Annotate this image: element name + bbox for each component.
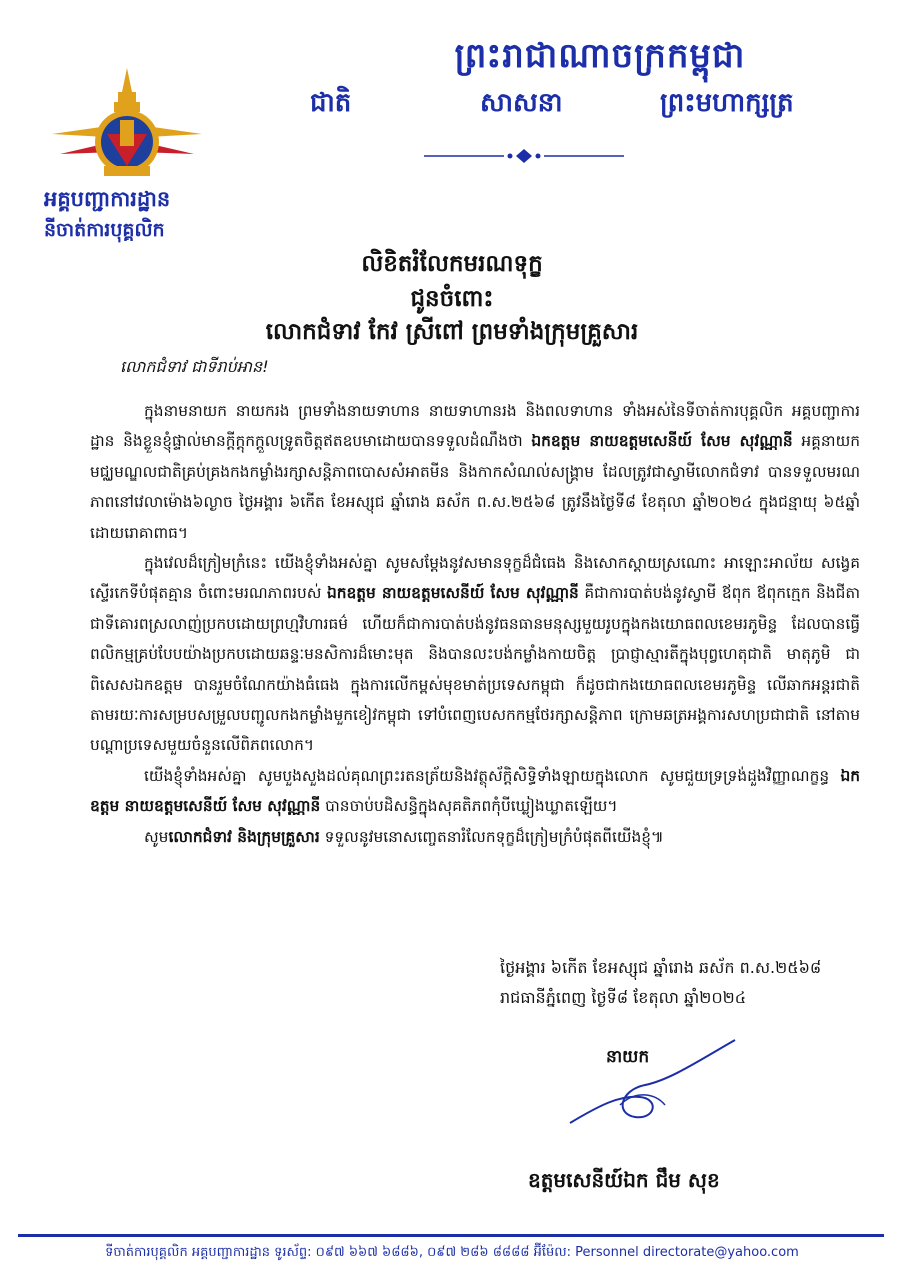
paragraph-2: ក្នុងវេលដ៏ក្រៀមក្រំនេះ យើងខ្ញុំទាំងអស់គ្នា សូមសម្តែងនូវសមានទុក្ខដ៏ជំធេង និងសោកស្តាយស្រណោះ អាឡោះអាល័យ សង្វេគស្ទើរកេទីបំផុតគ្មាន ចំពោះមរណភាពរបស់ ឯកឧត្តម នាយឧត្តមសេនីយ៍ សែម សុវណ្ណានី គឺជាការបាត់បង់នូវស្វាមី ឪពុក ឪពុកក្មេក និងជីតាជាទីគោរពស្រលាញ់ប្រកបដោយព្រហ្មវិហារធម៌ ហើយក៏ជាការបាត់បង់នូវធនធានមនុស្សមួយរូបក្នុងកងយោធពលខេមរភូមិន្ទ ដែលបានធ្វើពលិកម្មគ្រប់បែបយ៉ាងប្រកបដោយឆន្ទៈមនសិការដ៏មោះមុត និងបានលះបង់កម្លាំងកាយចិត្ត ប្រាជ្ញាស្មារតីក្នុងបុព្វហេតុជាតិ មាតុភូមិ ជាពិសេសឯកឧត្តម បានរួមចំណែកយ៉ាងធំធេង ក្នុងការលើកម្ពស់មុខមាត់ប្រទេសកម្ពុជា ក៏ដូចជាកងយោធពលខេមរភូមិន្ទ លើឆាកអន្តរជាតិ តាមរយៈការសម្របសម្រួលបញ្ជូលកងកម្លាំងមួកខៀវកម្ពុជា ទៅបំពេញបេសកកម្មថែរក្សាសន្តិភាព ក្រោមឆត្រអង្គការសហប្រជាជាតិ នៅតាមបណ្តាប្រទេសមួយចំនួនលើពិភពលោក។ — [90, 554, 861, 755]
decorative-divider-icon — [424, 148, 624, 164]
letter-body — [90, 396, 860, 852]
salutation: លោកជំទាវ ជាទីរាប់អាន! — [120, 357, 269, 376]
deceased-name: ឯកឧត្តម នាយឧត្តមសេនីយ៍ សែម សុវណ្ណានី — [531, 432, 793, 451]
footer-divider — [18, 1234, 884, 1237]
department-name: នីចាត់ការបុគ្គលិក — [44, 219, 165, 241]
military-emblem-logo — [52, 62, 202, 180]
national-motto — [300, 86, 900, 126]
handwritten-signature — [560, 1035, 740, 1130]
paragraph-4: សូមលោកជំទាវ និងក្រុមគ្រួសារ ទទួលនូវមនោសញ្ចេតនារំលែកទុក្ខដ៏ក្រៀមក្រំបំផុតពីយើងខ្ញុំ៕ — [144, 827, 664, 846]
org-name: អគ្គបញ្ជាការដ្ឋាន — [44, 187, 171, 211]
recipient-name: លោកជំទាវ កែវ ស្រីពៅ ព្រមទាំងក្រុមគ្រួសារ — [265, 319, 639, 345]
motto-king: ព្រះមហាក្សត្រ — [660, 88, 794, 118]
letter-title: លិខិតរំលែកមរណទុក្ខ — [361, 251, 543, 277]
lunar-date: ថ្ងៃអង្គារ ៦កើត ខែអស្សុជ ឆ្នាំរោង ឆស័ក ព.ស.២៥៦៨ — [500, 958, 822, 977]
signatory-title: នាយក — [606, 1047, 650, 1067]
addressed-to: ជូនចំពោះ — [410, 286, 494, 312]
footer-contact: ទីចាត់ការបុគ្គលិក អគ្គបញ្ជាការដ្ឋាន ទូរស័ព្ទ: ០៩៧ ៦៦៧ ៦៨៨៦, ០៩៧ ២៨៦ ៨៨៨៨ អ៊ីម៉ែល: Personnel directorate@yahoo.com — [105, 1245, 799, 1260]
kingdom-heading: ព្រះរាជាណាចក្រកម្ពុជា — [454, 36, 746, 76]
signatory-name: ឧត្តមសេនីយ៍ឯក ជឹម សុខ — [528, 1168, 720, 1192]
paragraph-1: ក្នុងនាមនាយក នាយករង ព្រមទាំងនាយទាហាន នាយទាហានរង និងពលទាហាន ទាំងអស់នៃទីចាត់ការបុគ្គលិក អគ្គបញ្ជាការដ្ឋាន និងខ្លួនខ្ញុំផ្ទាល់មានក្តីក្តុកក្តួលទ្រូតចិត្តឥតឧបមាដោយបានទទួលដំណឹងថា ឯកឧត្តម នាយឧត្តមសេនីយ៍ សែម សុវណ្ណានី អគ្គនាយក មជ្ឈមណ្ឌលជាតិគ្រប់គ្រងកងកម្លាំងរក្សាសន្តិភាពបោសសំអាតមីន និងកាកសំណល់សង្គ្រាម ដែលត្រូវជាស្វាមីលោកជំទាវ បានទទួលមរណភាពនៅវេលាម៉ោង៦ល្ងាច ថ្ងៃអង្គារ ៦កើត ខែអស្សុជ ឆ្នាំរោង ឆស័ក ព.ស.២៥៦៨ ត្រូវនឹងថ្ងៃទី៨ ខែតុលា ឆ្នាំ២០២៤ ក្នុងជន្មាយុ ៦៥ឆ្នាំ ដោយរោគាពាធ។ — [90, 402, 861, 542]
solar-date: រាជធានីភ្នំពេញ ថ្ងៃទី៨ ខែតុលា ឆ្នាំ២០២៤ — [500, 988, 747, 1007]
deceased-name: ឯកឧត្តម នាយឧត្តមសេនីយ៍ សែម សុវណ្ណានី — [326, 584, 579, 603]
motto-religion: សាសនា — [480, 88, 563, 118]
paragraph-3: យើងខ្ញុំទាំងអស់គ្នា សូមបួងសួងដល់គុណព្រះរតនត្រ័យនិងវត្ថុស័ក្តិសិទ្ធិទាំងឡាយក្នុងលោក សូមជួយទ្រទ្រង់ដួងវិញ្ញាណក្ខន្ធ ឯកឧត្តម នាយឧត្តមសេនីយ៍ សែម សុវណ្ណានី បានចាប់បដិសន្ធិក្នុងសុគតិភពកុំបីឃ្លៀងឃ្លាតឡើយ។ — [90, 766, 860, 816]
motto-nation: ជាតិ — [310, 88, 352, 118]
family-name: លោកជំទាវ និងក្រុមគ្រួសារ — [168, 827, 320, 846]
deceased-name: ឯកឧត្តម នាយឧត្តមសេនីយ៍ សែម សុវណ្ណានី — [90, 766, 860, 816]
letter-dates — [500, 953, 821, 1013]
